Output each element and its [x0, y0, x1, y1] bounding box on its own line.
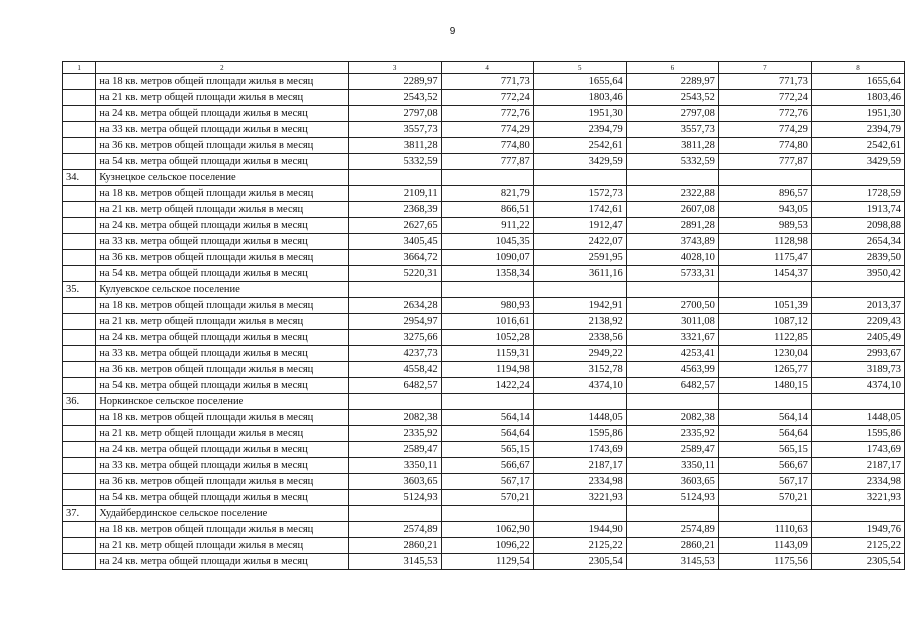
- value-cell: 2082,38: [626, 410, 718, 426]
- value-cell: 1358,34: [441, 266, 533, 282]
- value-cell: 2334,98: [533, 474, 626, 490]
- value-cell: 5332,59: [626, 154, 718, 170]
- value-cell: 2574,89: [626, 522, 718, 538]
- value-cell: 564,14: [718, 410, 811, 426]
- row-number: [63, 378, 96, 394]
- column-number: 4: [441, 62, 533, 74]
- row-number: [63, 250, 96, 266]
- value-cell: 1572,73: [533, 186, 626, 202]
- value-cell: 2543,52: [348, 90, 441, 106]
- value-cell: 2627,65: [348, 218, 441, 234]
- row-label: на 18 кв. метров общей площади жилья в месяц: [96, 74, 348, 90]
- value-cell: 2098,88: [811, 218, 904, 234]
- section-number: 37.: [63, 506, 96, 522]
- row-number: [63, 442, 96, 458]
- empty-cell: [348, 170, 441, 186]
- table-row: [63, 378, 905, 394]
- value-cell: 6482,57: [348, 378, 441, 394]
- section-number: 35.: [63, 282, 96, 298]
- row-label: на 33 кв. метра общей площади жилья в месяц: [96, 458, 348, 474]
- value-cell: 2405,49: [811, 330, 904, 346]
- value-cell: 1655,64: [811, 74, 904, 90]
- value-cell: 1175,56: [718, 554, 811, 570]
- empty-cell: [533, 394, 626, 410]
- value-cell: 1454,37: [718, 266, 811, 282]
- value-cell: 2082,38: [348, 410, 441, 426]
- value-cell: 2209,43: [811, 314, 904, 330]
- value-cell: 1159,31: [441, 346, 533, 362]
- table-row: [63, 314, 905, 330]
- value-cell: 3743,89: [626, 234, 718, 250]
- section-row: [63, 506, 905, 522]
- value-cell: 1655,64: [533, 74, 626, 90]
- value-cell: 3145,53: [626, 554, 718, 570]
- section-title: Кузнецкое сельское поселение: [96, 170, 348, 186]
- value-cell: 570,21: [718, 490, 811, 506]
- empty-cell: [626, 282, 718, 298]
- row-number: [63, 458, 96, 474]
- row-number: [63, 490, 96, 506]
- value-cell: 5332,59: [348, 154, 441, 170]
- value-cell: 774,29: [718, 122, 811, 138]
- value-cell: 1743,69: [533, 442, 626, 458]
- value-cell: 1913,74: [811, 202, 904, 218]
- value-cell: 1742,61: [533, 202, 626, 218]
- value-cell: 1595,86: [811, 426, 904, 442]
- value-cell: 2338,56: [533, 330, 626, 346]
- row-number: [63, 202, 96, 218]
- row-label: на 18 кв. метров общей площади жилья в месяц: [96, 522, 348, 538]
- value-cell: 3152,78: [533, 362, 626, 378]
- value-cell: 2589,47: [348, 442, 441, 458]
- value-cell: 2013,37: [811, 298, 904, 314]
- table-row: [63, 474, 905, 490]
- value-cell: 2334,98: [811, 474, 904, 490]
- empty-cell: [533, 170, 626, 186]
- value-cell: 1051,39: [718, 298, 811, 314]
- table-row: [63, 410, 905, 426]
- row-label: на 18 кв. метров общей площади жилья в месяц: [96, 298, 348, 314]
- value-cell: 2305,54: [533, 554, 626, 570]
- row-label: на 21 кв. метр общей площади жилья в месяц: [96, 90, 348, 106]
- empty-cell: [348, 506, 441, 522]
- value-cell: 1803,46: [811, 90, 904, 106]
- table-body: [63, 62, 905, 570]
- value-cell: 777,87: [441, 154, 533, 170]
- row-number: [63, 138, 96, 154]
- value-cell: 4253,41: [626, 346, 718, 362]
- row-number: [63, 186, 96, 202]
- column-number: 7: [718, 62, 811, 74]
- value-cell: 566,67: [718, 458, 811, 474]
- empty-cell: [441, 282, 533, 298]
- value-cell: 1122,85: [718, 330, 811, 346]
- value-cell: 2335,92: [626, 426, 718, 442]
- value-cell: 774,29: [441, 122, 533, 138]
- row-label: на 21 кв. метр общей площади жилья в месяц: [96, 538, 348, 554]
- table-row: [63, 202, 905, 218]
- value-cell: 1230,04: [718, 346, 811, 362]
- row-label: на 54 кв. метра общей площади жилья в месяц: [96, 154, 348, 170]
- row-number: [63, 298, 96, 314]
- value-cell: 2289,97: [626, 74, 718, 90]
- value-cell: 2187,17: [533, 458, 626, 474]
- row-number: [63, 106, 96, 122]
- value-cell: 564,64: [441, 426, 533, 442]
- value-cell: 3275,66: [348, 330, 441, 346]
- empty-cell: [718, 282, 811, 298]
- value-cell: 2589,47: [626, 442, 718, 458]
- row-label: на 24 кв. метра общей площади жилья в месяц: [96, 554, 348, 570]
- value-cell: 2335,92: [348, 426, 441, 442]
- row-number: [63, 154, 96, 170]
- row-number: [63, 554, 96, 570]
- value-cell: 1129,54: [441, 554, 533, 570]
- value-cell: 2797,08: [348, 106, 441, 122]
- table-row: [63, 154, 905, 170]
- table-row: [63, 426, 905, 442]
- value-cell: 570,21: [441, 490, 533, 506]
- value-cell: 1062,90: [441, 522, 533, 538]
- table-row: [63, 538, 905, 554]
- value-cell: 1110,63: [718, 522, 811, 538]
- column-number: 3: [348, 62, 441, 74]
- value-cell: 2993,67: [811, 346, 904, 362]
- column-number: 8: [811, 62, 904, 74]
- value-cell: 1595,86: [533, 426, 626, 442]
- value-cell: 1942,91: [533, 298, 626, 314]
- value-cell: 2305,54: [811, 554, 904, 570]
- value-cell: 2394,79: [533, 122, 626, 138]
- value-cell: 567,17: [718, 474, 811, 490]
- row-label: на 36 кв. метров общей площади жилья в месяц: [96, 362, 348, 378]
- value-cell: 565,15: [441, 442, 533, 458]
- value-cell: 3350,11: [348, 458, 441, 474]
- value-cell: 3950,42: [811, 266, 904, 282]
- row-number: [63, 474, 96, 490]
- value-cell: 2125,22: [533, 538, 626, 554]
- value-cell: 1096,22: [441, 538, 533, 554]
- empty-cell: [626, 394, 718, 410]
- value-cell: 989,53: [718, 218, 811, 234]
- empty-cell: [626, 506, 718, 522]
- row-number: [63, 538, 96, 554]
- value-cell: 5220,31: [348, 266, 441, 282]
- table-row: [63, 362, 905, 378]
- value-cell: 1175,47: [718, 250, 811, 266]
- value-cell: 1194,98: [441, 362, 533, 378]
- value-cell: 2591,95: [533, 250, 626, 266]
- value-cell: 2422,07: [533, 234, 626, 250]
- row-label: на 36 кв. метров общей площади жилья в месяц: [96, 138, 348, 154]
- row-label: на 24 кв. метра общей площади жилья в месяц: [96, 330, 348, 346]
- table-row: [63, 234, 905, 250]
- section-number: 36.: [63, 394, 96, 410]
- value-cell: 1422,24: [441, 378, 533, 394]
- value-cell: 2700,50: [626, 298, 718, 314]
- value-cell: 1949,76: [811, 522, 904, 538]
- value-cell: 4237,73: [348, 346, 441, 362]
- value-cell: 2543,52: [626, 90, 718, 106]
- value-cell: 3145,53: [348, 554, 441, 570]
- value-cell: 3811,28: [348, 138, 441, 154]
- value-cell: 2322,88: [626, 186, 718, 202]
- value-cell: 2607,08: [626, 202, 718, 218]
- table-row: [63, 298, 905, 314]
- empty-cell: [533, 282, 626, 298]
- value-cell: 1480,15: [718, 378, 811, 394]
- value-cell: 3321,67: [626, 330, 718, 346]
- value-cell: 772,24: [441, 90, 533, 106]
- value-cell: 4374,10: [533, 378, 626, 394]
- value-cell: 3429,59: [811, 154, 904, 170]
- value-cell: 980,93: [441, 298, 533, 314]
- table-row: [63, 250, 905, 266]
- row-label: на 24 кв. метра общей площади жилья в месяц: [96, 218, 348, 234]
- value-cell: 896,57: [718, 186, 811, 202]
- value-cell: 3557,73: [626, 122, 718, 138]
- row-label: на 33 кв. метра общей площади жилья в месяц: [96, 346, 348, 362]
- value-cell: 774,80: [441, 138, 533, 154]
- value-cell: 564,14: [441, 410, 533, 426]
- value-cell: 1951,30: [811, 106, 904, 122]
- value-cell: 3603,65: [348, 474, 441, 490]
- row-number: [63, 362, 96, 378]
- table-row: [63, 218, 905, 234]
- section-row: [63, 394, 905, 410]
- value-cell: 567,17: [441, 474, 533, 490]
- table-row: [63, 122, 905, 138]
- value-cell: 2654,34: [811, 234, 904, 250]
- row-label: на 18 кв. метров общей площади жилья в месяц: [96, 186, 348, 202]
- row-label: на 21 кв. метр общей площади жилья в месяц: [96, 314, 348, 330]
- value-cell: 1448,05: [533, 410, 626, 426]
- value-cell: 5733,31: [626, 266, 718, 282]
- table-row: [63, 90, 905, 106]
- value-cell: 1128,98: [718, 234, 811, 250]
- row-label: на 24 кв. метра общей площади жилья в месяц: [96, 106, 348, 122]
- value-cell: 1045,35: [441, 234, 533, 250]
- value-cell: 2891,28: [626, 218, 718, 234]
- empty-cell: [811, 170, 904, 186]
- value-cell: 943,05: [718, 202, 811, 218]
- value-cell: 1052,28: [441, 330, 533, 346]
- value-cell: 3221,93: [533, 490, 626, 506]
- table-row: [63, 554, 905, 570]
- value-cell: 2839,50: [811, 250, 904, 266]
- value-cell: 772,76: [441, 106, 533, 122]
- table-row: [63, 458, 905, 474]
- table-row: [63, 330, 905, 346]
- value-cell: 2797,08: [626, 106, 718, 122]
- value-cell: 3011,08: [626, 314, 718, 330]
- value-cell: 774,80: [718, 138, 811, 154]
- empty-cell: [441, 394, 533, 410]
- value-cell: 2542,61: [533, 138, 626, 154]
- section-row: [63, 170, 905, 186]
- row-number: [63, 314, 96, 330]
- value-cell: 1265,77: [718, 362, 811, 378]
- row-label: на 54 кв. метра общей площади жилья в месяц: [96, 266, 348, 282]
- row-number: [63, 234, 96, 250]
- row-number: [63, 522, 96, 538]
- row-label: на 21 кв. метр общей площади жилья в месяц: [96, 426, 348, 442]
- value-cell: 1448,05: [811, 410, 904, 426]
- row-number: [63, 90, 96, 106]
- value-cell: 2368,39: [348, 202, 441, 218]
- tariff-table: [62, 61, 905, 570]
- value-cell: 2574,89: [348, 522, 441, 538]
- value-cell: 5124,93: [348, 490, 441, 506]
- value-cell: 3350,11: [626, 458, 718, 474]
- value-cell: 1087,12: [718, 314, 811, 330]
- column-number: 1: [63, 62, 96, 74]
- value-cell: 2949,22: [533, 346, 626, 362]
- table-row: [63, 266, 905, 282]
- value-cell: 2125,22: [811, 538, 904, 554]
- row-number: [63, 74, 96, 90]
- value-cell: 772,76: [718, 106, 811, 122]
- value-cell: 1090,07: [441, 250, 533, 266]
- column-number: 5: [533, 62, 626, 74]
- row-label: на 36 кв. метров общей площади жилья в месяц: [96, 250, 348, 266]
- value-cell: 3429,59: [533, 154, 626, 170]
- value-cell: 2289,97: [348, 74, 441, 90]
- value-cell: 3811,28: [626, 138, 718, 154]
- value-cell: 4374,10: [811, 378, 904, 394]
- row-label: на 33 кв. метра общей площади жилья в месяц: [96, 234, 348, 250]
- value-cell: 4028,10: [626, 250, 718, 266]
- value-cell: 2394,79: [811, 122, 904, 138]
- section-row: [63, 282, 905, 298]
- empty-cell: [348, 282, 441, 298]
- value-cell: 2634,28: [348, 298, 441, 314]
- table-row: [63, 106, 905, 122]
- value-cell: 2954,97: [348, 314, 441, 330]
- value-cell: 3664,72: [348, 250, 441, 266]
- row-label: на 21 кв. метр общей площади жилья в месяц: [96, 202, 348, 218]
- section-title: Кулуевское сельское поселение: [96, 282, 348, 298]
- value-cell: 866,51: [441, 202, 533, 218]
- empty-cell: [811, 394, 904, 410]
- value-cell: 821,79: [441, 186, 533, 202]
- table-row: [63, 442, 905, 458]
- table-row: [63, 74, 905, 90]
- row-number: [63, 346, 96, 362]
- empty-cell: [533, 506, 626, 522]
- value-cell: 1912,47: [533, 218, 626, 234]
- value-cell: 771,73: [441, 74, 533, 90]
- value-cell: 1743,69: [811, 442, 904, 458]
- value-cell: 1944,90: [533, 522, 626, 538]
- table-row: [63, 138, 905, 154]
- page-number: 9: [449, 26, 456, 37]
- table-row: [63, 522, 905, 538]
- row-number: [63, 266, 96, 282]
- empty-cell: [718, 506, 811, 522]
- value-cell: 3611,16: [533, 266, 626, 282]
- empty-cell: [718, 394, 811, 410]
- row-label: на 36 кв. метров общей площади жилья в месяц: [96, 474, 348, 490]
- table-row: [63, 186, 905, 202]
- empty-cell: [811, 506, 904, 522]
- value-cell: 566,67: [441, 458, 533, 474]
- row-label: на 54 кв. метра общей площади жилья в месяц: [96, 378, 348, 394]
- value-cell: 2542,61: [811, 138, 904, 154]
- row-number: [63, 410, 96, 426]
- column-number: 6: [626, 62, 718, 74]
- empty-cell: [348, 394, 441, 410]
- value-cell: 3221,93: [811, 490, 904, 506]
- row-label: на 54 кв. метра общей площади жилья в месяц: [96, 490, 348, 506]
- empty-cell: [626, 170, 718, 186]
- value-cell: 3189,73: [811, 362, 904, 378]
- value-cell: 777,87: [718, 154, 811, 170]
- value-cell: 1803,46: [533, 90, 626, 106]
- section-number: 34.: [63, 170, 96, 186]
- value-cell: 4558,42: [348, 362, 441, 378]
- row-label: на 33 кв. метра общей площади жилья в месяц: [96, 122, 348, 138]
- value-cell: 6482,57: [626, 378, 718, 394]
- value-cell: 1728,59: [811, 186, 904, 202]
- section-title: Норкинское сельское поселение: [96, 394, 348, 410]
- value-cell: 3557,73: [348, 122, 441, 138]
- value-cell: 2109,11: [348, 186, 441, 202]
- empty-cell: [811, 282, 904, 298]
- table-row: [63, 490, 905, 506]
- row-number: [63, 218, 96, 234]
- value-cell: 3603,65: [626, 474, 718, 490]
- table-row: [63, 346, 905, 362]
- empty-cell: [441, 170, 533, 186]
- value-cell: 3405,45: [348, 234, 441, 250]
- value-cell: 1951,30: [533, 106, 626, 122]
- row-number: [63, 426, 96, 442]
- row-number: [63, 122, 96, 138]
- section-title: Худайбердинское сельское поселение: [96, 506, 348, 522]
- value-cell: 565,15: [718, 442, 811, 458]
- value-cell: 771,73: [718, 74, 811, 90]
- value-cell: 911,22: [441, 218, 533, 234]
- empty-cell: [718, 170, 811, 186]
- value-cell: 1143,09: [718, 538, 811, 554]
- row-label: на 24 кв. метра общей площади жилья в месяц: [96, 442, 348, 458]
- value-cell: 2138,92: [533, 314, 626, 330]
- column-number-row: [63, 62, 905, 74]
- value-cell: 772,24: [718, 90, 811, 106]
- value-cell: 2187,17: [811, 458, 904, 474]
- empty-cell: [441, 506, 533, 522]
- value-cell: 4563,99: [626, 362, 718, 378]
- row-number: [63, 330, 96, 346]
- row-label: на 18 кв. метров общей площади жилья в месяц: [96, 410, 348, 426]
- value-cell: 2860,21: [348, 538, 441, 554]
- value-cell: 564,64: [718, 426, 811, 442]
- column-number: 2: [96, 62, 348, 74]
- value-cell: 5124,93: [626, 490, 718, 506]
- value-cell: 2860,21: [626, 538, 718, 554]
- value-cell: 1016,61: [441, 314, 533, 330]
